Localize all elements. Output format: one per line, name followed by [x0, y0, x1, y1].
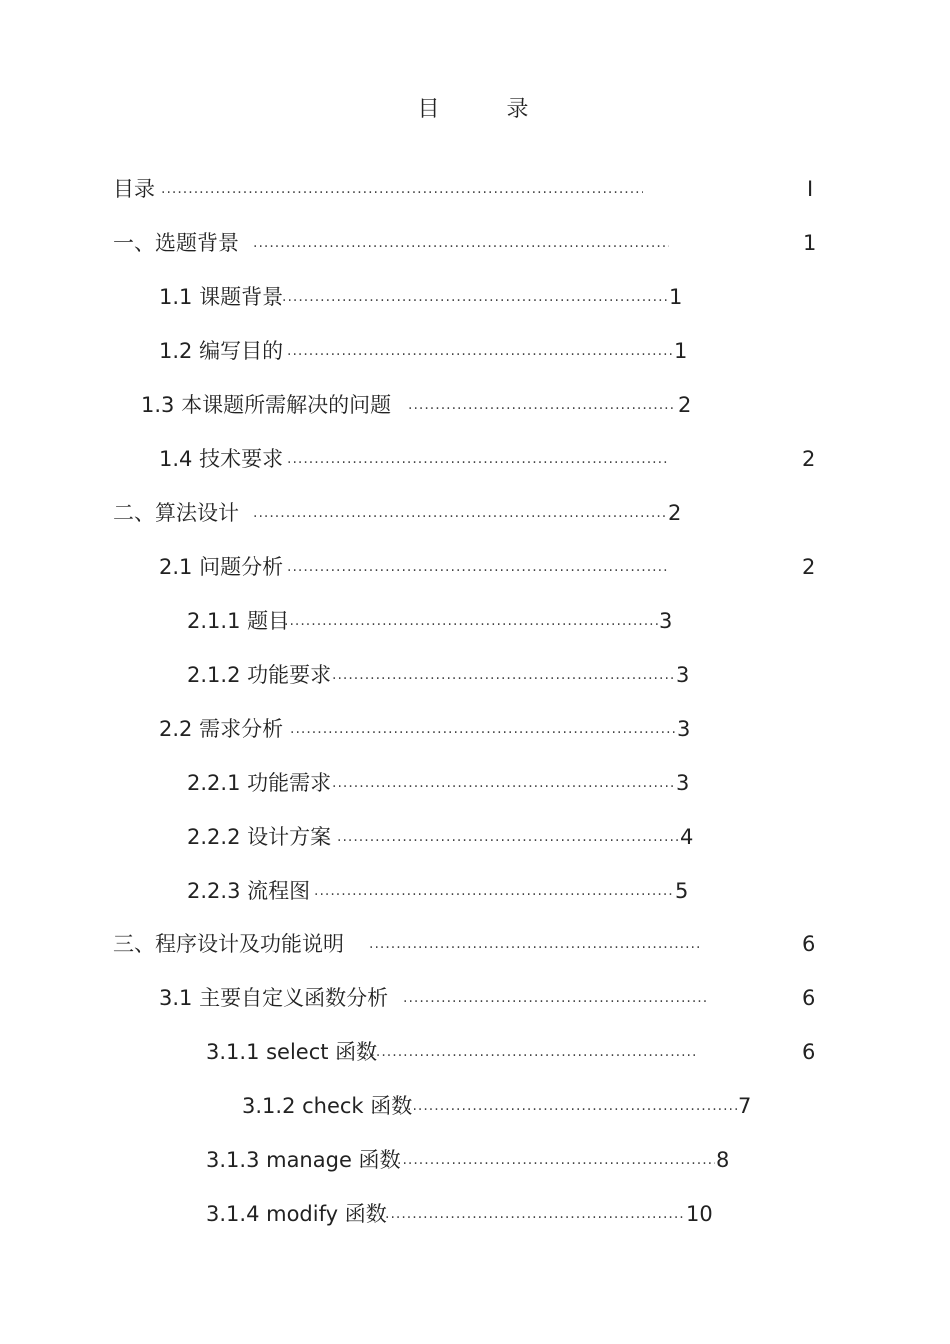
toc-entry[interactable]	[159, 444, 699, 474]
toc-entry[interactable]	[242, 1091, 762, 1121]
toc-entry[interactable]	[159, 983, 719, 1013]
toc-entry-label: 3.1.2 check 函数	[242, 1094, 413, 1118]
toc-entry-page: 7	[738, 1094, 752, 1118]
toc-entry-page: 2	[802, 447, 816, 471]
toc-entry[interactable]	[113, 228, 813, 258]
toc-leader-dots	[332, 660, 675, 690]
toc-entry-label: 二、算法设计	[113, 501, 239, 525]
toc-entry-label: 3.1.3 manage 函数	[206, 1148, 401, 1172]
toc-entry-page: 5	[675, 879, 689, 903]
toc-entry[interactable]	[159, 552, 699, 582]
toc-entry-label: 一、选题背景	[113, 231, 239, 255]
toc-entry-page: 6	[802, 1040, 816, 1064]
toc-entry-label: 2.1.1 题目	[187, 609, 290, 633]
toc-entry-page: 1	[674, 339, 688, 363]
toc-entry-page: 1	[803, 231, 817, 255]
toc-entry-label: 目录	[113, 177, 155, 201]
toc-leader-dots	[408, 390, 676, 420]
toc-entry[interactable]	[159, 336, 699, 366]
toc-leader-dots	[397, 1145, 715, 1175]
toc-entry-label: 2.2.1 功能需求	[187, 771, 332, 795]
page-title: 目 录	[417, 97, 559, 122]
toc-leader-dots	[290, 714, 676, 744]
toc-entry[interactable]	[141, 390, 701, 420]
toc-entry-page: 2	[802, 555, 816, 579]
toc-entry-label: 3.1.4 modify 函数	[206, 1202, 387, 1226]
toc-entry[interactable]	[113, 929, 733, 959]
toc-entry-page: 4	[680, 825, 694, 849]
toc-leader-dots	[284, 606, 658, 636]
toc-entry[interactable]	[159, 282, 699, 312]
toc-entry-page: 2	[678, 393, 692, 417]
toc-entry-page: 3	[659, 609, 673, 633]
toc-entry-label: 1.3 本课题所需解决的问题	[141, 393, 392, 417]
toc-leader-dots	[369, 929, 701, 959]
toc-leader-dots	[403, 983, 707, 1013]
toc-leader-dots	[161, 174, 643, 204]
toc-entry-page: 6	[802, 986, 816, 1010]
toc-entry-label: 2.1 问题分析	[159, 555, 284, 579]
toc-leader-dots	[253, 228, 669, 258]
toc-entry-page: 3	[677, 717, 691, 741]
toc-leader-dots	[337, 822, 679, 852]
toc-entry[interactable]	[113, 174, 813, 204]
toc-entry-page: 6	[802, 932, 816, 956]
toc-entry-page: 8	[716, 1148, 730, 1172]
toc-entry[interactable]	[206, 1037, 726, 1067]
toc-leader-dots	[287, 552, 669, 582]
toc-leader-dots	[287, 444, 669, 474]
toc-entry-page: 1	[669, 285, 683, 309]
toc-entry-label: 1.2 编写目的	[159, 339, 284, 363]
toc-entry[interactable]	[206, 1145, 746, 1175]
toc-entry-label: 2.2.3 流程图	[187, 879, 311, 903]
toc-entry[interactable]	[187, 660, 707, 690]
toc-leader-dots	[287, 336, 673, 366]
toc-entry-page: 3	[676, 663, 690, 687]
toc-leader-dots	[253, 498, 667, 528]
toc-entry-label: 2.2 需求分析	[159, 717, 284, 741]
toc-leader-dots	[385, 1199, 685, 1229]
toc-entry[interactable]	[187, 768, 707, 798]
toc-entry[interactable]	[206, 1199, 746, 1229]
toc-entry-page: I	[807, 177, 814, 201]
toc-leader-dots	[314, 876, 674, 906]
toc-leader-dots	[332, 768, 675, 798]
toc-leader-dots	[407, 1091, 737, 1121]
toc-entry[interactable]	[187, 822, 707, 852]
toc-entry[interactable]	[187, 606, 687, 636]
toc-entry-label: 3.1 主要自定义函数分析	[159, 986, 389, 1010]
toc-entry-label: 1.4 技术要求	[159, 447, 284, 471]
toc-leader-dots	[282, 282, 668, 312]
toc-entry[interactable]	[187, 876, 707, 906]
toc-leader-dots	[365, 1037, 697, 1067]
toc-entry-label: 1.1 课题背景	[159, 285, 284, 309]
toc-entry-label: 2.2.2 设计方案	[187, 825, 332, 849]
toc-entry-label: 三、程序设计及功能说明	[113, 932, 344, 956]
toc-entry-label: 3.1.1 select 函数	[206, 1040, 378, 1064]
toc-entry-label: 2.1.2 功能要求	[187, 663, 332, 687]
toc-entry[interactable]	[113, 498, 713, 528]
toc-entry-page: 2	[668, 501, 682, 525]
toc-entry[interactable]	[159, 714, 709, 744]
toc-entry-page: 3	[676, 771, 690, 795]
toc-entry-page: 10	[686, 1202, 713, 1226]
